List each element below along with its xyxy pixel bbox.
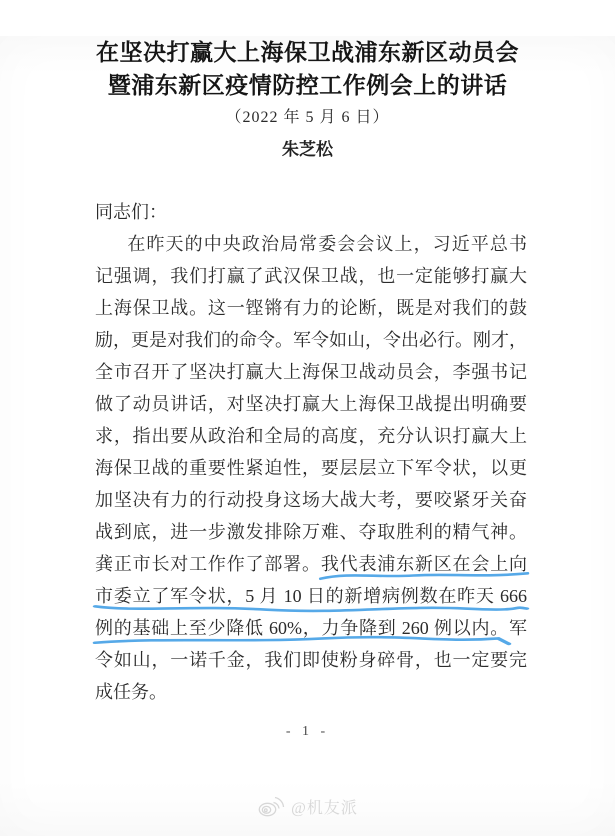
text-segment: 我代表浦东新区在会上向 bbox=[320, 554, 528, 574]
page-number: - 1 - bbox=[285, 724, 330, 739]
text-line: 全市召开了坚决打赢大上海保卫战动员会，李强书记 bbox=[95, 362, 527, 382]
text-line-salutation: 同志们： bbox=[95, 202, 167, 222]
document-page bbox=[0, 36, 615, 836]
text-line: 战到底，进一步激发排除万难、夺取胜利的精气神。 bbox=[95, 522, 527, 542]
title-line-1: 在坚决打赢大上海保卫战浦东新区动员会 bbox=[96, 40, 519, 65]
document-date: （2022 年 5 月 6 日） bbox=[225, 109, 390, 126]
text-line: 在昨天的中央政治局常委会会议上，习近平总书 bbox=[127, 234, 527, 254]
text-line-last: 成任务。 bbox=[95, 682, 167, 702]
text-line: 做了动员讲话，对坚决打赢大上海保卫战提出明确要 bbox=[95, 394, 527, 414]
document-author: 朱芝松 bbox=[282, 140, 333, 159]
text-segment: 例的基础上至少降低 60%，力争降到 260 例以内。 bbox=[95, 618, 509, 638]
text-line-underlined-start bbox=[95, 548, 527, 580]
text-line-underlined bbox=[95, 580, 527, 612]
text-line: 令如山，一诺千金，我们即使粉身碎骨，也一定要完 bbox=[95, 650, 527, 670]
text-line-underlined-end bbox=[95, 612, 527, 644]
text-line: 求，指出要从政治和全局的高度，充分认识打赢大上 bbox=[95, 426, 527, 446]
document-title bbox=[0, 36, 615, 102]
text-line: 记强调，我们打赢了武汉保卫战，也一定能够打赢大 bbox=[95, 266, 527, 286]
text-line: 加坚决有力的行动投身这场大战大考，要咬紧牙关奋 bbox=[95, 490, 527, 510]
weibo-icon bbox=[257, 794, 285, 818]
watermark-handle: @机友派 bbox=[291, 799, 358, 817]
blue-underlined-text bbox=[95, 586, 527, 606]
text-segment: 军 bbox=[509, 618, 527, 638]
text-line: 海保卫战的重要性紧迫性，要层层立下军令状，以更 bbox=[95, 458, 527, 478]
blue-underlined-text bbox=[95, 618, 509, 638]
text-line: 励，更是对我们的命令。军令如山，令出必行。刚才， bbox=[95, 330, 527, 350]
text-line: 上海保卫战。这一铿锵有力的论断，既是对我们的鼓 bbox=[95, 298, 527, 318]
document-body bbox=[95, 196, 527, 708]
text-segment: 市委立了军令状，5 月 10 日的新增病例数在昨天 666 bbox=[95, 586, 527, 606]
watermark bbox=[0, 794, 615, 818]
text-segment: 龚正市长对工作作了部署。 bbox=[95, 554, 321, 574]
blue-underlined-text bbox=[321, 554, 527, 574]
title-line-2: 暨浦东新区疫情防控工作例会上的讲话 bbox=[107, 73, 508, 98]
